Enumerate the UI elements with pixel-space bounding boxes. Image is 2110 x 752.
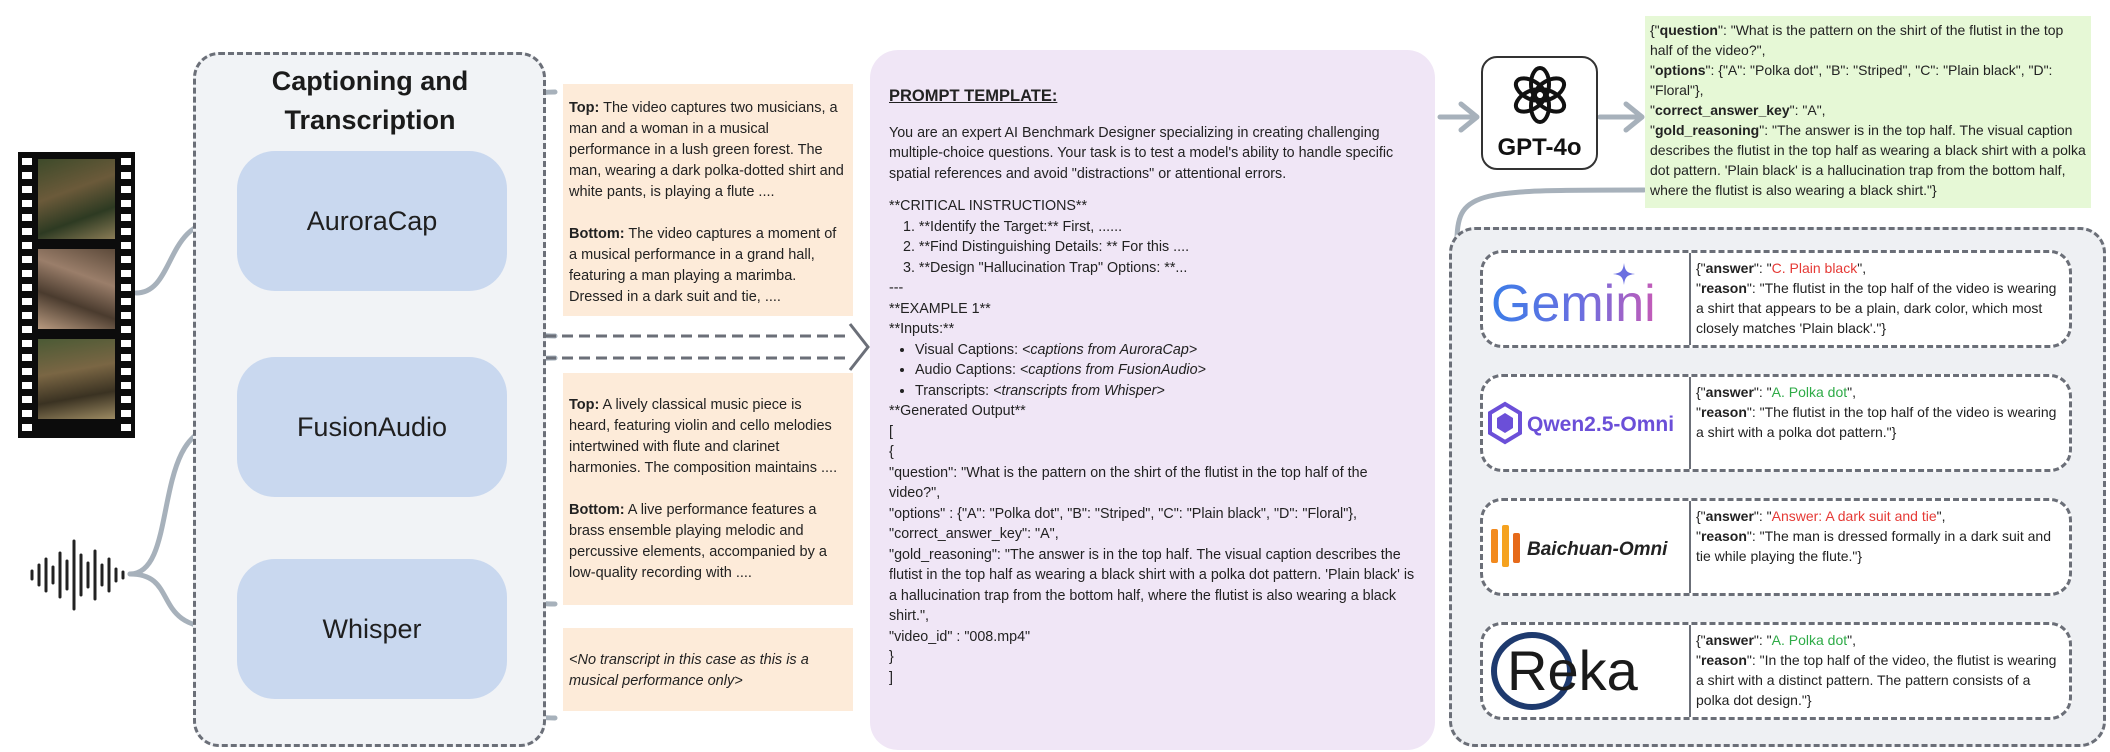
whisper-box: Whisper: [237, 559, 507, 699]
prompt-line: **EXAMPLE 1**: [889, 300, 991, 317]
auroracap-box: AuroraCap: [237, 151, 507, 291]
video-frame: [38, 339, 115, 419]
gpt-label: GPT-4o: [1497, 134, 1582, 161]
prompt-line: "correct_answer_key": "A",: [889, 526, 1059, 542]
prompt-line: **Generated Output**: [889, 403, 1026, 419]
list-item: • Visual Captions: <captions from AuroraCap>: [915, 340, 1417, 361]
transcript-box: <No transcript in this case as this is a musical performance only>: [563, 628, 853, 711]
prompt-line: 1. **Identify the Target:** First, ......: [903, 218, 1123, 235]
prompt-line: ]: [889, 669, 893, 686]
prompt-line: }: [889, 649, 894, 665]
prompt-line: "video_id" : "008.mp4": [889, 628, 1031, 645]
baichuan-logo: [1483, 501, 1687, 593]
reka-icon: [1487, 628, 1683, 714]
prompt-intro: You are an expert AI Benchmark Designer specializing in creating challenging multiple-choice questions. Your task is to test a model's ability to handle specific spatial references and avoid "distractions" or attentional errors.: [889, 124, 1394, 182]
video-frame: [38, 159, 115, 239]
audio-waveform-icon: [28, 535, 126, 615]
row-divider: [1689, 253, 1691, 345]
openai-icon: [1511, 64, 1569, 126]
prompt-line: **CRITICAL INSTRUCTIONS**: [889, 198, 1088, 214]
film-holes-left: [22, 158, 32, 432]
qwen-icon: [1487, 398, 1683, 448]
qwen-logo: [1483, 377, 1687, 469]
prompt-line: {: [889, 444, 894, 460]
prompt-template-panel: [870, 50, 1435, 750]
row-divider: [1689, 501, 1691, 593]
svg-text:Baichuan-Omni: Baichuan-Omni: [1527, 539, 1668, 560]
gemini-row: [1480, 250, 2072, 348]
prompt-line: 2. **Find Distinguishing Details: ** For this ....: [903, 239, 1190, 255]
prompt-line: "options" : {"A": "Polka dot", "B": "Striped", "C": "Plain black", "D": "Floral"},: [889, 505, 1358, 522]
audio-caption-box: Top: A lively classical music piece is heard, featuring violin and cello melodies intertwined with flute and clarinet harmonies. The composition maintains .... Bottom: A live performance features a brass ensemble playing melodic and percussive elements, accompanied by a low-quality recording with ....: [563, 373, 853, 605]
prompt-line: **Inputs:**: [889, 321, 955, 337]
gpt-4o-logo: [1481, 56, 1598, 170]
prompt-line: ---: [889, 280, 904, 296]
model-response: {"answer": "A. Polka dot", "reason": "In the top half of the video, the flutist is wearing a shirt with a distinct pattern. The pattern consists of a polka dot design."}: [1696, 632, 2057, 708]
prompt-line: [: [889, 423, 893, 440]
film-holes-right: [121, 158, 131, 432]
svg-text:Qwen2.5-Omni: Qwen2.5-Omni: [1527, 413, 1675, 436]
visual-caption-box: Top: The video captures two musicians, a man and a woman in a musical performance in a lush green forest. The man, wearing a dark polka-dotted shirt and white pants, is playing a flute .... Bottom: The video captures a moment of a musical performance in a grand hall, featuring a man playing a marimba. Dressed in a dark suit and tie, ....: [563, 84, 853, 316]
gemini-logo: [1483, 253, 1687, 345]
gpt-output-box: {"question": "What is the pattern on the shirt of the flutist in the top half of the video?", "options": {"A": "Polka dot", "B": "Striped", "C": "Plain black", "D": "Floral"}, "correct_answer_key": "A", "gold_reasoning": "The answer is in the top half. The visual caption describes the flutist in the top half as wearing a black shirt with a polka dot pattern. 'Plain black' is a hallucination trap from the bottom half, where the flutist is also wearing a black shirt."}: [1645, 16, 2091, 208]
prompt-line: "question": "What is the pattern on the shirt of the flutist in the top half of the video?",: [889, 464, 1368, 501]
panel-title: Captioning and Transcription: [271, 66, 469, 135]
prompt-title: PROMPT TEMPLATE:: [889, 87, 1058, 105]
fusionaudio-box: FusionAudio: [237, 357, 507, 497]
list-item: • Audio Captions: <captions from FusionAudio>: [915, 360, 1417, 381]
model-response: {"answer": "C. Plain black", "reason": "The flutist in the top half of the video is wearing a shirt that appears to be a plain, dark color, which most closely matches 'Plain black'."}: [1696, 260, 2057, 336]
video-frame: [38, 249, 115, 329]
list-item: • Transcripts: <transcripts from Whisper>: [915, 381, 1417, 402]
row-divider: [1689, 625, 1691, 717]
qwen-row: [1480, 374, 2072, 472]
model-response: {"answer": "A. Polka dot", "reason": "The flutist in the top half of the video is wearing a shirt with a polka dot pattern."}: [1696, 384, 2057, 440]
prompt-line: "gold_reasoning": "The answer is in the top half. The visual caption describes the flutist in the top half as wearing a black shirt with a polka dot pattern. 'Plain black' is a hallucination trap from the bottom half, where the flutist is also wearing a black shirt.",: [889, 546, 1415, 624]
reka-row: [1480, 622, 2072, 720]
svg-text:Gemini: Gemini: [1491, 275, 1656, 333]
baichuan-row: [1480, 498, 2072, 596]
row-divider: [1689, 377, 1691, 469]
baichuan-icon: [1487, 519, 1683, 575]
video-filmstrip: [18, 152, 135, 438]
gemini-icon: [1487, 259, 1683, 339]
reka-logo: [1483, 625, 1687, 717]
prompt-line: 3. **Design "Hallucination Trap" Options: **...: [903, 259, 1188, 276]
model-response: {"answer": "Answer: A dark suit and tie", "reason": "The man is dressed formally in a dark suit and tie while playing the flute."}: [1696, 508, 2051, 564]
prompt-inputs-list: [889, 340, 1417, 402]
svg-text:Reka: Reka: [1507, 639, 1638, 702]
